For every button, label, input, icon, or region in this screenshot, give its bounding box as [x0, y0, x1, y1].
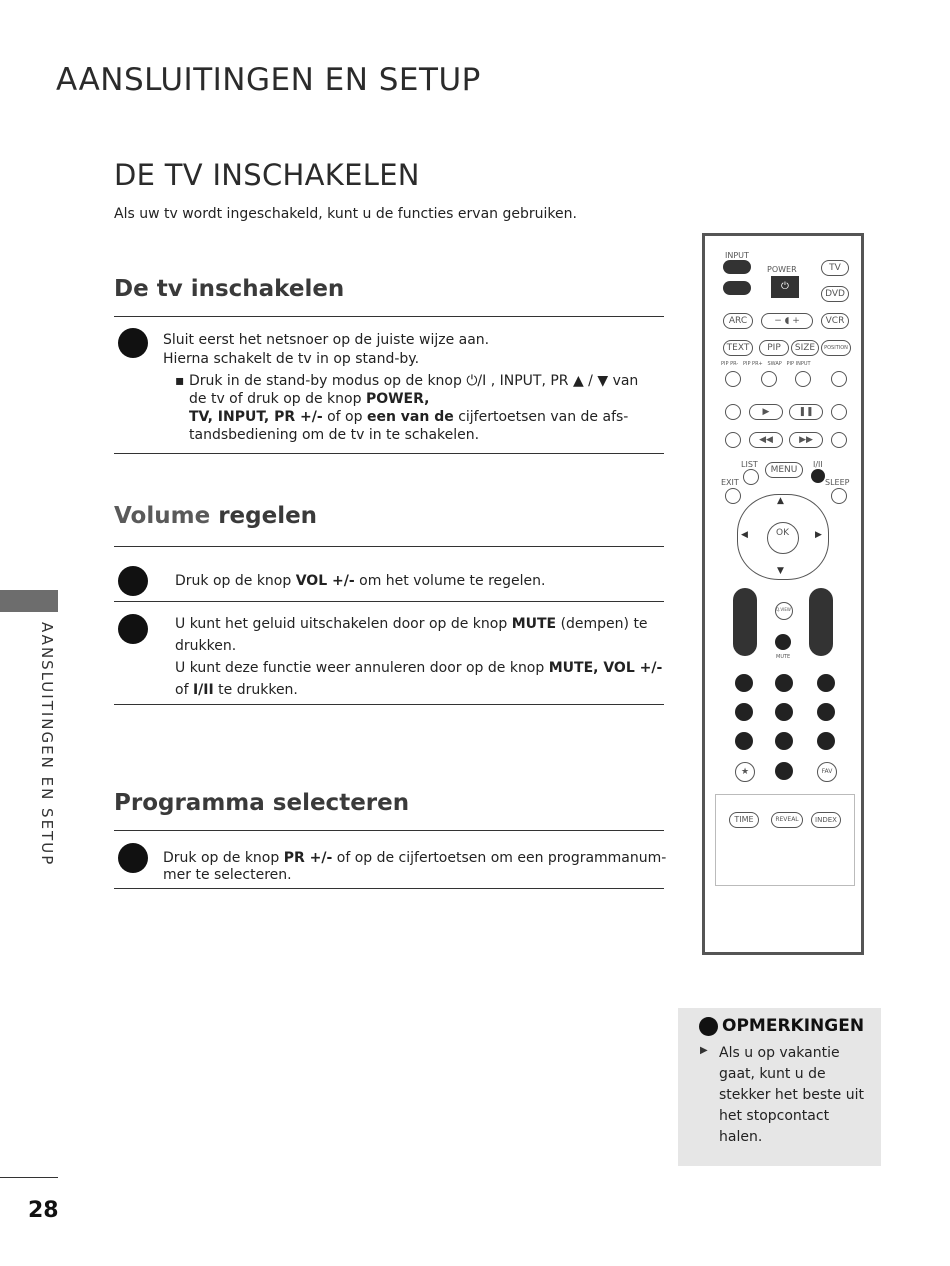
key-name: TV, INPUT, PR +/- [189, 409, 323, 425]
step-bullet [118, 614, 148, 644]
time-button: TIME [729, 812, 759, 828]
vcr-button: VCR [821, 313, 849, 329]
section-intro: Als uw tv wordt ingeschakeld, kunt u de functies ervan gebruiken. [114, 206, 577, 222]
title-part: Volume [114, 503, 211, 529]
arrow-right-icon: ▶ [815, 530, 822, 540]
mute-button [775, 634, 791, 650]
step-text: mer te selecteren. [163, 867, 292, 883]
number-button [817, 732, 835, 750]
fav-button: FAV [817, 762, 837, 782]
number-button [775, 703, 793, 721]
text: of [175, 682, 189, 698]
play-icon: ▶ [749, 404, 783, 420]
page-title: AANSLUITINGEN EN SETUP [56, 62, 481, 98]
text: (dempen) te [560, 616, 648, 632]
ok-label: OK [776, 528, 789, 538]
i-ii-button [811, 469, 825, 483]
dvd-button: DVD [821, 286, 849, 302]
volume-button [733, 588, 757, 656]
step-text: Sluit eerst het netsnoer op de juiste wijze aan. [163, 332, 490, 348]
record-button [831, 404, 847, 420]
rewind-icon: ◀◀ [749, 432, 783, 448]
step-text [175, 615, 648, 633]
list-button [743, 469, 759, 485]
subsection-title-program: Programma selecteren [114, 790, 410, 816]
menu-button: MENU [765, 462, 803, 478]
divider [114, 704, 664, 705]
triangle-bullet-icon: ▶ [700, 1045, 708, 1056]
divider [114, 316, 664, 317]
exit-label: EXIT [721, 478, 739, 487]
index-button: INDEX [811, 812, 841, 828]
round-button [831, 371, 847, 387]
arrow-up-icon: ▲ [777, 496, 784, 506]
key-name: VOL +/- [295, 573, 355, 589]
round-button [725, 371, 741, 387]
bullet-line [189, 390, 429, 408]
qview-label: Q.VIEW [776, 607, 791, 612]
exit-button [725, 488, 741, 504]
notes-title: OPMERKINGEN [722, 1016, 865, 1036]
text: om het volume te regelen. [359, 573, 546, 589]
text: Druk op de knop [163, 850, 280, 866]
step-bullet [118, 843, 148, 873]
notes-text: Als u op vakantie gaat, kunt u de stekker het beste uit het stopcontact halen. [719, 1045, 864, 1145]
position-button: POSITION [821, 340, 851, 356]
key-name: I/II [192, 682, 214, 698]
divider [114, 830, 664, 831]
section-title: DE TV INSCHAKELEN [114, 158, 420, 192]
divider [114, 888, 664, 889]
input-button-2 [723, 281, 751, 295]
bullet-text: cijfertoetsen van de afs- [458, 409, 629, 425]
number-button [775, 732, 793, 750]
arrow-left-icon: ◀ [741, 530, 748, 540]
key-name: PR +/- [283, 850, 333, 866]
arc-button: ARC [723, 313, 753, 329]
number-button [817, 703, 835, 721]
skip-back-button [725, 432, 741, 448]
power-icon: ⏻ [771, 276, 799, 298]
step-text [175, 659, 662, 677]
power-label: POWER [767, 265, 797, 274]
sleep-button [831, 488, 847, 504]
reveal-button: REVEAL [771, 812, 803, 828]
square-bullet-icon: ▪ [175, 373, 185, 389]
power-symbol: ⏻/I [466, 373, 487, 389]
page-number-rule [0, 1177, 58, 1178]
text: U kunt het geluid uitschakelen door op de knop [175, 616, 508, 632]
bullet-text: , INPUT, PR ▲ / ▼ van [490, 373, 639, 389]
arrow-down-icon: ▼ [777, 566, 784, 576]
bullet-text: de tv of druk op de knop [189, 391, 362, 407]
step-text: drukken. [175, 638, 237, 654]
input-button [723, 260, 751, 274]
program-button [809, 588, 833, 656]
round-button [761, 371, 777, 387]
text-button: TEXT [723, 340, 753, 356]
title-part: regelen [218, 503, 318, 529]
key-name: POWER, [365, 391, 430, 407]
page-number: 28 [28, 1198, 59, 1223]
list-label: LIST [741, 460, 758, 469]
bullet-line [189, 408, 628, 426]
number-button [735, 703, 753, 721]
fast-forward-icon: ▶▶ [789, 432, 823, 448]
divider [114, 453, 664, 454]
subsection-title-volume [114, 503, 317, 529]
number-button [775, 762, 793, 780]
ok-button [767, 522, 799, 554]
step-text [175, 681, 298, 699]
step-text [175, 572, 545, 590]
notes-dot-icon [699, 1017, 718, 1036]
remote-control-illustration [702, 233, 864, 955]
bullet-text: of op [327, 409, 363, 425]
bullet-text: tandsbediening om de tv in te schakelen. [189, 427, 480, 443]
number-button [735, 674, 753, 692]
mute-label: MUTE [776, 654, 791, 660]
step-bullet [118, 328, 148, 358]
text: te drukken. [218, 682, 298, 698]
number-button [735, 732, 753, 750]
step-text: Hierna schakelt de tv in op stand-by. [163, 351, 420, 367]
skip-forward-button [831, 432, 847, 448]
bullet-line [175, 372, 638, 390]
bullet-text: Druk in de stand-by modus op de knop [188, 373, 462, 389]
pause-icon: ❚❚ [789, 404, 823, 420]
pip-button: PIP [759, 340, 789, 356]
i-ii-label: I/II [813, 460, 823, 469]
star-button: ★ [735, 762, 755, 782]
text: Druk op de knop [175, 573, 292, 589]
key-name: een van de [366, 409, 454, 425]
input-label: INPUT [725, 251, 749, 260]
round-button [795, 371, 811, 387]
key-name: MUTE [511, 616, 557, 632]
size-button: SIZE [791, 340, 819, 356]
tv-button: TV [821, 260, 849, 276]
step-bullet [118, 566, 148, 596]
number-button [775, 674, 793, 692]
stop-button [725, 404, 741, 420]
key-name: MUTE, VOL +/- [548, 660, 663, 676]
text: U kunt deze functie weer annuleren door op de knop [175, 660, 545, 676]
subsection-title-power-on: De tv inschakelen [114, 276, 345, 302]
pip-row-labels: PIP PR- PIP PR+ SWAP PIP INPUT [721, 361, 811, 367]
divider [114, 601, 664, 602]
teletext-panel [715, 794, 855, 886]
step-text [163, 849, 666, 867]
side-tab-marker [0, 590, 58, 612]
side-tab-label: AANSLUITINGEN EN SETUP [38, 622, 56, 867]
sleep-label: SLEEP [825, 478, 850, 487]
text: of op de cijfertoetsen om een programmanum- [336, 850, 667, 866]
divider [114, 546, 664, 547]
number-button [817, 674, 835, 692]
volume-rocker: − ◖ + [761, 313, 813, 329]
